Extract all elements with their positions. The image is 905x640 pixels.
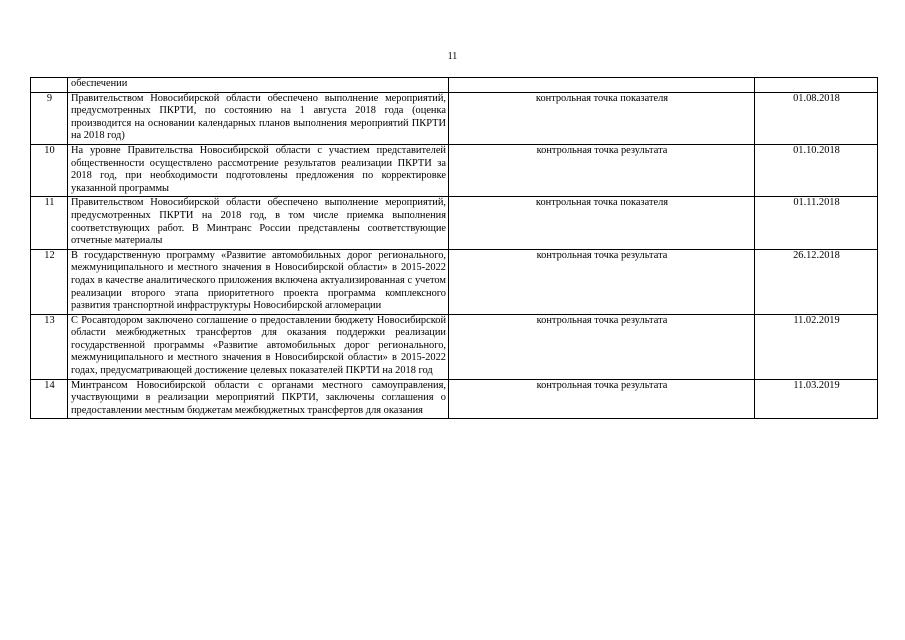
table-row	[31, 314, 878, 379]
row-type-cell: контрольная точка результата	[449, 144, 755, 196]
row-type-cell	[449, 78, 755, 93]
row-number-cell: 14	[31, 379, 68, 419]
row-description-cell: Правительством Новосибирской области обеспечено выполнение мероприятий, предусмотренных ПКРТИ на 2018 год, в том числе приемка выполнения соответствующих работ. В Минтранс России представлены соответствующие отчетные материалы	[68, 197, 449, 249]
row-description-cell: обеспечении	[68, 78, 449, 93]
row-date-cell: 01.11.2018	[755, 197, 878, 249]
page-number: 11	[447, 51, 458, 62]
row-number-cell: 9	[31, 92, 68, 144]
row-type-cell: контрольная точка результата	[449, 379, 755, 419]
table-row-continuation	[31, 78, 878, 93]
row-type-cell: контрольная точка результата	[449, 314, 755, 379]
row-number-cell: 12	[31, 249, 68, 314]
row-number-cell: 11	[31, 197, 68, 249]
row-description-cell: С Росавтодором заключено соглашение о предоставлении бюджету Новосибирской области межбюджетных трансфертов для оказания поддержки реализации государственной программы «Развитие автомобильных дорог регионального, межмуниципального и местного значения в Новосибирской области» в 2015-2022 годах, предусматривающей достижение целевых показателей ПКРТИ на 2018 год	[68, 314, 449, 379]
row-date-cell: 26.12.2018	[755, 249, 878, 314]
row-date-cell: 11.02.2019	[755, 314, 878, 379]
row-type-cell: контрольная точка показателя	[449, 197, 755, 249]
table-row	[31, 92, 878, 144]
row-date-cell: 01.08.2018	[755, 92, 878, 144]
table-row	[31, 379, 878, 419]
row-description-cell: Минтрансом Новосибирской области с органами местного самоуправления, участвующими в реализации мероприятий ПКРТИ, заключены соглашения о предоставлении местным бюджетам межбюджетных трансфертов для оказания	[68, 379, 449, 419]
row-date-cell	[755, 78, 878, 93]
table-row	[31, 249, 878, 314]
row-description-cell: Правительством Новосибирской области обеспечено выполнение мероприятий, предусмотренных ПКРТИ, по состоянию на 1 августа 2018 года (оценка производится на основании календарных планов выполнения мероприятий ПКРТИ на 2018 год)	[68, 92, 449, 144]
row-description-cell: В государственную программу «Развитие автомобильных дорог регионального, межмуниципального и местного значения в Новосибирской области» в 2015-2022 годах в качестве аналитического приложения включена актуализированная с учетом реализации второго этапа приоритетного проекта программа комплексного развития транспортной инфраструктуры Новосибирской агломерации	[68, 249, 449, 314]
row-type-cell: контрольная точка показателя	[449, 92, 755, 144]
table-row	[31, 144, 878, 196]
row-date-cell: 11.03.2019	[755, 379, 878, 419]
row-type-cell: контрольная точка результата	[449, 249, 755, 314]
row-date-cell: 01.10.2018	[755, 144, 878, 196]
table-row	[31, 197, 878, 249]
control-points-table	[30, 77, 878, 419]
row-number-cell: 10	[31, 144, 68, 196]
row-number-cell: 13	[31, 314, 68, 379]
row-description-cell: На уровне Правительства Новосибирской области с участием представителей общественности осуществлено рассмотрение результатов реализации ПКРТИ за 2018 год, при необходимости подготовлены предложения по корректировке указанной программы	[68, 144, 449, 196]
row-number-cell	[31, 78, 68, 93]
